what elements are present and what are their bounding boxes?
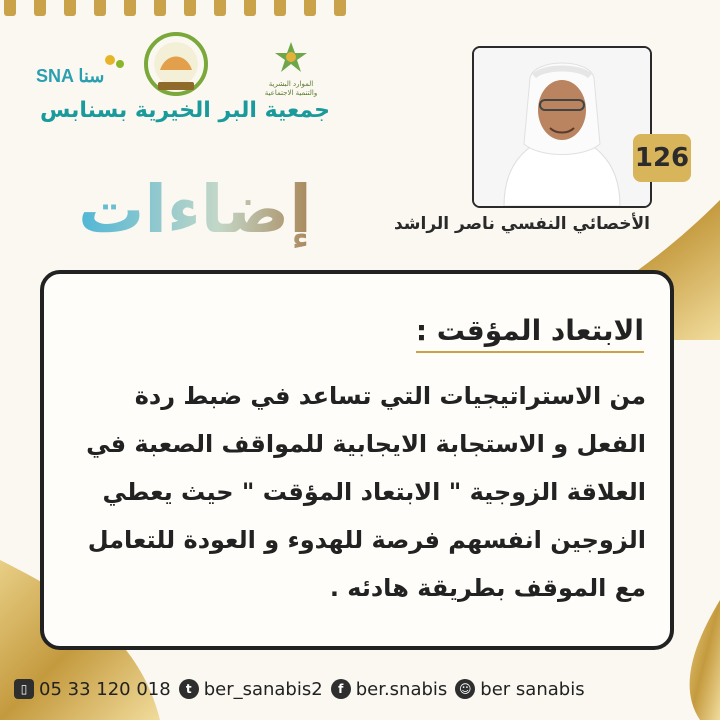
card-body: من الاستراتيجيات التي تساعد في ضبط ردة الفعل و الاستجابة الايجابية للمواقف الصعبة في العلاقة الزوجية " الابتعاد المؤقت " حيث يعطي الزوجين انفسهم فرصة للهدوء و العودة للتعامل مع الموقف بطريقة هادئه .: [86, 382, 646, 602]
title-art-text: إضاءات: [78, 171, 312, 248]
speaker-photo: [472, 46, 652, 208]
phone-icon: ▯: [14, 679, 34, 699]
footer-twitter[interactable]: [179, 679, 323, 700]
title-art-idaat: [40, 160, 350, 260]
content-card: [40, 270, 674, 650]
facebook-handle: ber.snabis: [355, 678, 448, 700]
footer-phone[interactable]: [14, 679, 171, 700]
ministry-logo: [256, 40, 326, 98]
footer-snapchat[interactable]: [455, 679, 584, 700]
speaker-name: الأخصائي النفسي ناصر الراشد: [393, 214, 650, 234]
facebook-icon: f: [331, 679, 351, 699]
speaker-portrait: [474, 48, 650, 206]
phone-number: 05 33 120 018: [39, 678, 171, 700]
sna-logo: [30, 50, 130, 96]
snapchat-handle: ber sanabis: [480, 678, 585, 700]
ministry-text: الموارد البشرية والتنمية الاجتماعية: [264, 80, 318, 97]
contact-footer: [14, 674, 714, 704]
episode-number-badge: 126: [633, 134, 691, 182]
twitter-handle: ber_sanabis2: [203, 678, 323, 700]
twitter-icon: t: [179, 679, 199, 699]
sna-logo-text: SNA سنا: [36, 66, 105, 86]
org-name: جمعية البر الخيرية بسنابس: [40, 98, 330, 123]
card-heading: الابتعاد المؤقت :: [416, 314, 644, 353]
snapchat-icon: ☺: [455, 679, 475, 699]
charity-emblem: [140, 30, 212, 98]
ministry-star-icon: [271, 40, 311, 74]
top-decorative-bars: [0, 0, 720, 14]
footer-facebook[interactable]: [331, 679, 448, 700]
